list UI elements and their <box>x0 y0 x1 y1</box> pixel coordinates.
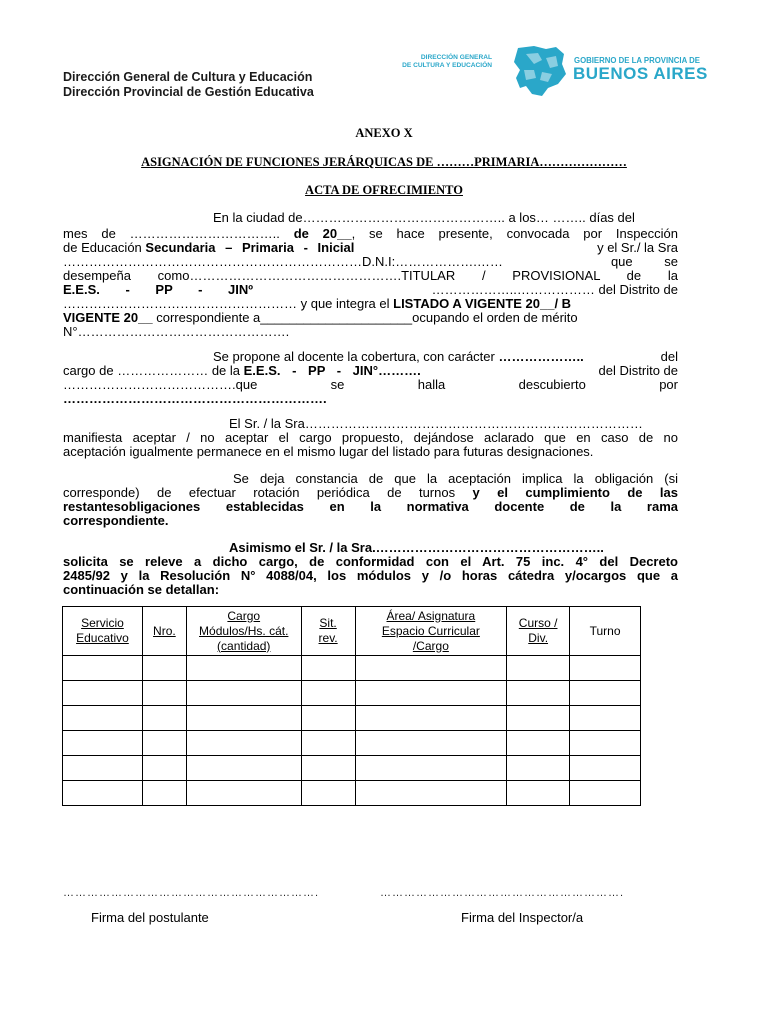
positions-table <box>62 606 641 806</box>
annex-title: ANEXO X <box>355 126 413 140</box>
p5-line-1: Asimismo el Sr. / la Sra.…………………………………………….. <box>229 540 604 555</box>
signature-label-inspector: Firma del Inspector/a <box>461 910 584 925</box>
table-row[interactable] <box>63 731 641 756</box>
signature-line-left: ………………………………………………………. <box>63 887 320 899</box>
header-institution <box>63 70 314 100</box>
p1-l3b: Secundaria – Primaria - Inicial <box>145 240 355 255</box>
p2-l2b: E.E.S. - PP - JIN°………. <box>243 363 421 378</box>
signature-line-right: ……………………………………………………. <box>380 887 625 899</box>
col-curso-div: Curso / Div. <box>507 607 570 656</box>
p5-line-2: solicita se releve a dicho cargo, de conformidad con el Art. 75 inc. 4° del Decreto <box>63 554 678 569</box>
col-area-asignatura: Área/ Asignatura Espacio Curricular /Cargo <box>355 607 507 656</box>
p1-l6a: E.E.S. - PP - JINº <box>63 282 254 297</box>
p1-l4b: que se <box>610 254 678 269</box>
col-sit-rev: Sit. rev. <box>301 607 355 656</box>
dgce-logo-line-2: DE CULTURA Y EDUCACIÓN <box>402 62 492 69</box>
gba-logo-line-1: GOBIERNO DE LA PROVINCIA DE <box>574 56 700 65</box>
gba-logo <box>512 44 712 99</box>
p1-l3a: de Educación <box>63 240 146 255</box>
p1-l4a: ……………………………………………………………D.N.I:……………….…… <box>63 254 503 269</box>
p1-l8b: correspondiente a_____________________ocupando el orden de mérito <box>152 310 578 325</box>
p4-line-4: correspondiente. <box>63 513 169 528</box>
table-row[interactable] <box>63 756 641 781</box>
table-row[interactable] <box>63 681 641 706</box>
signature-label-postulante: Firma del postulante <box>91 910 209 925</box>
col-cargo: Cargo Módulos/Hs. cát. (cantidad) <box>186 607 301 656</box>
p2-l1c: del <box>660 349 678 364</box>
p1-l2a: mes de …………………………….. <box>63 226 294 241</box>
col-turno: Turno <box>570 607 641 656</box>
p1-l8a: VIGENTE 20__ <box>63 310 153 325</box>
p2-line-4: ……………………………………………………. <box>63 391 327 406</box>
p1-line-1: En la ciudad de……………………………………….. a los… …….. días del <box>213 210 635 225</box>
col-nro: Nro. <box>142 607 186 656</box>
p2-l1a: Se propone al docente la cobertura, con carácter <box>213 349 499 364</box>
assignment-title: ASIGNACIÓN DE FUNCIONES JERÁRQUICAS DE ………PRIMARIA………………… <box>141 155 627 169</box>
act-title: ACTA DE OFRECIMIENTO <box>305 183 463 197</box>
header-line-2: Dirección Provincial de Gestión Educativa <box>63 85 314 99</box>
p3-line-2: manifiesta aceptar / no aceptar el cargo propuesto, dejándose aclarado que en caso de no <box>63 430 678 445</box>
gba-logo-line-2: BUENOS AIRES <box>573 64 708 83</box>
table-row[interactable] <box>63 781 641 806</box>
p2-l2c: del Distrito de <box>598 363 678 378</box>
p5-line-4: continuación se detallan: <box>63 582 220 597</box>
col-servicio-educativo: Servicio Educativo <box>63 607 143 656</box>
p1-l7a: ……………………………………………… y que integra el <box>63 296 394 311</box>
p3-line-1: El Sr. / la Sra…………………………………………………………………… <box>229 416 643 431</box>
p1-l6b: ………………..……………… del Distrito de <box>431 282 678 297</box>
p4-line-3: restantesobligaciones establecidas en la normativa docente de la rama <box>63 499 678 514</box>
table-row[interactable] <box>63 706 641 731</box>
p2-line-3: ………………………………….que se halla descubierto por <box>63 377 678 392</box>
province-map-icon <box>512 44 568 99</box>
dgce-logo-line-1: DIRECCIÓN GENERAL <box>420 54 492 61</box>
header-line-1: Dirección General de Cultura y Educación <box>63 70 313 84</box>
p1-l2b: de 20__ <box>293 226 352 241</box>
p1-line-5: desempeña como………………………………………….TITULAR / PROVISIONAL de la <box>63 268 678 283</box>
p5-line-3: 2485/92 y la Resolución N° 4088/04, los módulos y /o horas cátedra y/ocargos que a <box>63 568 678 583</box>
p1-l7b: LISTADO A VIGENTE 20__/ B <box>393 296 572 311</box>
p4-l2a: corresponde) de efectuar rotación periódica de turnos <box>63 485 473 500</box>
p2-l1b: ……………….. <box>498 349 584 364</box>
p3-line-3: aceptación igualmente permanece en el mismo lugar del listado para futuras designaciones. <box>63 444 594 459</box>
p4-line-1: Se deja constancia de que la aceptación implica la obligación (si <box>233 471 678 486</box>
dgce-logo <box>392 54 492 70</box>
p2-l2a: cargo de ………………… de la <box>63 363 244 378</box>
p1-l3c: y el Sr./ la Sra <box>597 240 678 255</box>
table-row[interactable] <box>63 656 641 681</box>
table-header-row <box>63 607 641 656</box>
p4-l2b: y el cumplimiento de las <box>472 485 678 500</box>
p1-line-9: N°…………………………………………. <box>63 324 290 339</box>
p1-l2c: , se hace presente, convocada por Inspección <box>351 226 679 241</box>
